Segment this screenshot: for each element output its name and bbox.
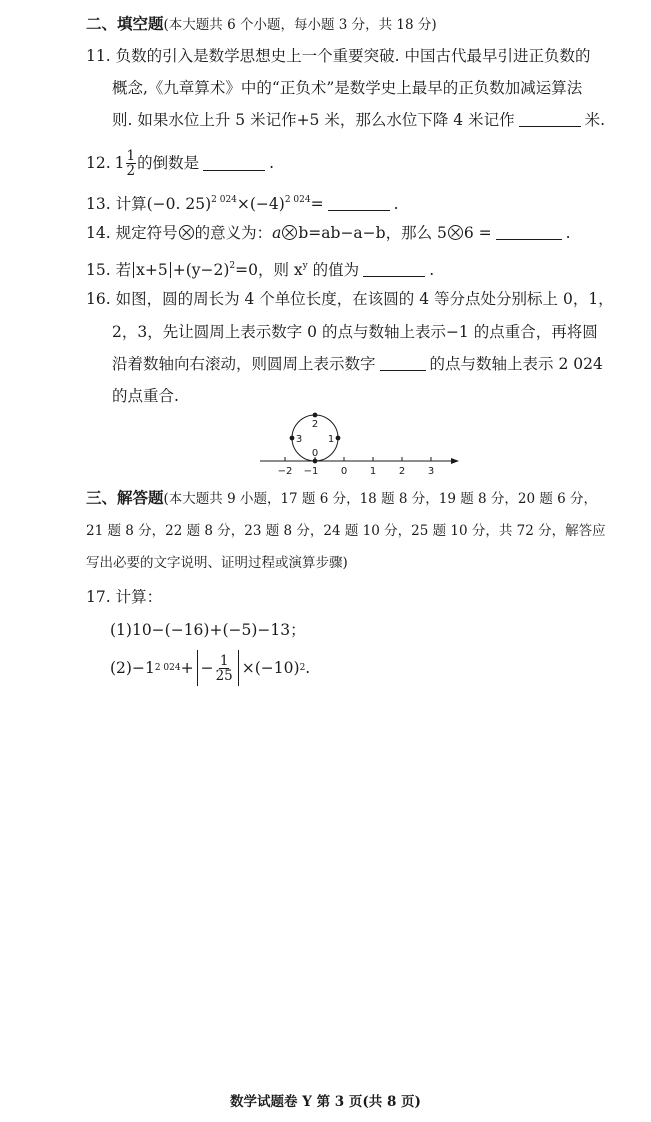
q11-unit: 米.	[584, 111, 606, 129]
q13-text-b: ×(−4)	[236, 195, 285, 213]
q13-end: .	[393, 195, 399, 213]
q15-text-e: 的值为	[307, 261, 360, 279]
q15-exponent-y: y	[302, 261, 308, 271]
q13-text-a: 计算(−0. 25)	[115, 195, 212, 213]
q12-frac-num: 1	[126, 147, 136, 164]
rolling-circle-figure	[255, 408, 465, 478]
q15-number: 15.	[86, 261, 111, 279]
q17-p2-text-a: (2)−1	[110, 659, 155, 677]
q11-text-1: 负数的引入是数学思想史上一个重要突破. 中国古代最早引进正负数的	[115, 47, 591, 65]
q13-exponent-1: 2 024	[211, 195, 237, 205]
section-2-heading	[86, 14, 437, 35]
section-3-title: 三、解答题	[86, 488, 164, 507]
q14-number: 14.	[86, 224, 111, 242]
point-1-dot	[336, 436, 341, 441]
q17-p2-minus: −	[200, 659, 214, 677]
q12-answer-blank[interactable]	[203, 155, 265, 171]
section-3-note-3: 写出必要的文字说明、证明过程或演算步骤)	[86, 555, 348, 571]
axis-arrow-icon	[451, 458, 459, 464]
q16-line4: 的点重合.	[112, 387, 179, 405]
abs-bar-right	[238, 650, 239, 686]
q14-answer-blank[interactable]	[496, 224, 562, 240]
q17-title: 计算：	[115, 588, 163, 606]
q16-text-3a: 沿着数轴向右滚动，则圆周上表示数字	[112, 355, 376, 373]
q15-text-d: =0，则 x	[235, 261, 303, 279]
q15-text-c: +(y−2)	[172, 261, 230, 279]
q11-number: 11.	[86, 47, 111, 65]
q16-line3	[112, 354, 603, 374]
point-0-dot	[313, 459, 318, 464]
q16-line1	[86, 289, 614, 309]
section-2-note: (本大题共 6 个小题，每小题 3 分，共 18 分)	[163, 17, 437, 33]
q15-line	[86, 256, 434, 280]
q12-end: .	[269, 154, 275, 172]
tick-label-0: 0	[340, 466, 348, 477]
q16-text-3b: 的点与数轴上表示 2 024	[429, 355, 603, 373]
q13-number: 13.	[86, 195, 111, 213]
q13-exponent-2: 2 024	[284, 195, 311, 205]
q11-answer-blank[interactable]	[519, 111, 581, 127]
q12-frac-den: 2	[126, 162, 136, 179]
circle-label-3: 3	[295, 434, 303, 445]
q15-text-a: 若	[115, 261, 132, 279]
q17-p2-exponent-2: 2	[299, 663, 306, 673]
q17-p2-plus: +	[180, 659, 194, 677]
q12-number: 12.	[86, 154, 111, 172]
section-3-note-2: 21 题 8 分，22 题 8 分，23 题 8 分，24 题 10 分，25 题 10 分，共 72 分，解答应	[86, 523, 606, 539]
circled-times-icon	[282, 225, 297, 240]
q16-line2: 2，3，先让圆周上表示数字 0 的点与数轴上表示−1 的点重合，再将圆	[112, 323, 598, 341]
q17-part-1: (1)10−(−16)+(−5)−13；	[110, 621, 306, 639]
q13-answer-blank[interactable]	[328, 195, 390, 211]
q11-line2: 概念,《九章算术》中的“正负术”是数学史上最早的正负数加减运算法	[112, 79, 583, 97]
q13-line	[86, 190, 399, 214]
abs-bar-right	[170, 262, 171, 278]
q11-line3	[112, 110, 605, 130]
q11-text-3: 则. 如果水位上升 5 米记作+5 米，那么水位下降 4 米记作	[112, 111, 515, 129]
circled-times-icon	[448, 225, 463, 240]
circle-label-2: 2	[311, 419, 319, 430]
tick-label-neg2: −2	[277, 466, 293, 477]
q17-p2-fraction	[215, 654, 234, 683]
section-2-title: 二、填空题	[86, 14, 164, 33]
q15-exponent: 2	[229, 261, 236, 271]
q17-p2-end: .	[305, 659, 311, 677]
q16-number: 16.	[86, 290, 111, 308]
q15-answer-blank[interactable]	[363, 261, 425, 277]
q17-heading	[86, 587, 162, 607]
point-3-dot	[290, 436, 295, 441]
circle-label-1: 1	[327, 434, 335, 445]
tick-label-neg1: −1	[303, 466, 319, 477]
q15-end: .	[429, 261, 435, 279]
tick-label-1: 1	[369, 466, 377, 477]
q12-fraction	[126, 149, 137, 178]
circle-label-0: 0	[311, 448, 319, 459]
tick-label-3: 3	[427, 466, 435, 477]
q14-var-a: a	[272, 224, 282, 242]
q14-text-a: 规定符号	[115, 224, 178, 242]
q12-whole: 1	[114, 154, 125, 172]
q12-line	[86, 146, 274, 180]
q12-text: 的倒数是	[137, 154, 200, 172]
q14-line	[86, 223, 571, 243]
q14-text-b: 的意义为：	[194, 224, 273, 242]
q17-p2-frac-num: 1	[219, 652, 229, 669]
q14-text-e: 6 =	[463, 224, 492, 242]
section-3-heading-line1	[86, 488, 597, 509]
q17-p2-exponent: 2 024	[154, 663, 181, 673]
page-footer: 数学试题卷 Y 第 3 页(共 8 页)	[230, 1094, 421, 1110]
abs-bar-left	[197, 650, 198, 686]
point-2-dot	[313, 413, 318, 418]
tick-label-2: 2	[398, 466, 406, 477]
abs-bar-left	[133, 262, 134, 278]
q17-p2-frac-den: 25	[215, 667, 233, 684]
circled-times-icon	[179, 225, 194, 240]
q17-part-2	[110, 648, 310, 688]
q14-text-d: b=ab−a−b，那么 5	[298, 224, 447, 242]
q17-p2-text-c: ×(−10)	[241, 659, 300, 677]
q17-number: 17.	[86, 588, 111, 606]
q16-answer-blank[interactable]	[380, 355, 426, 371]
q11-line1	[86, 46, 590, 66]
q16-text-1: 如图，圆的周长为 4 个单位长度，在该圆的 4 等分点处分别标上 0，1，	[115, 290, 614, 308]
section-3-note-1: (本大题共 9 小题，17 题 6 分，18 题 8 分，19 题 8 分，20 题 6 分，	[163, 491, 598, 507]
q13-equals: =	[310, 195, 324, 213]
q15-text-b: x+5	[136, 261, 168, 279]
q14-end: .	[565, 224, 571, 242]
